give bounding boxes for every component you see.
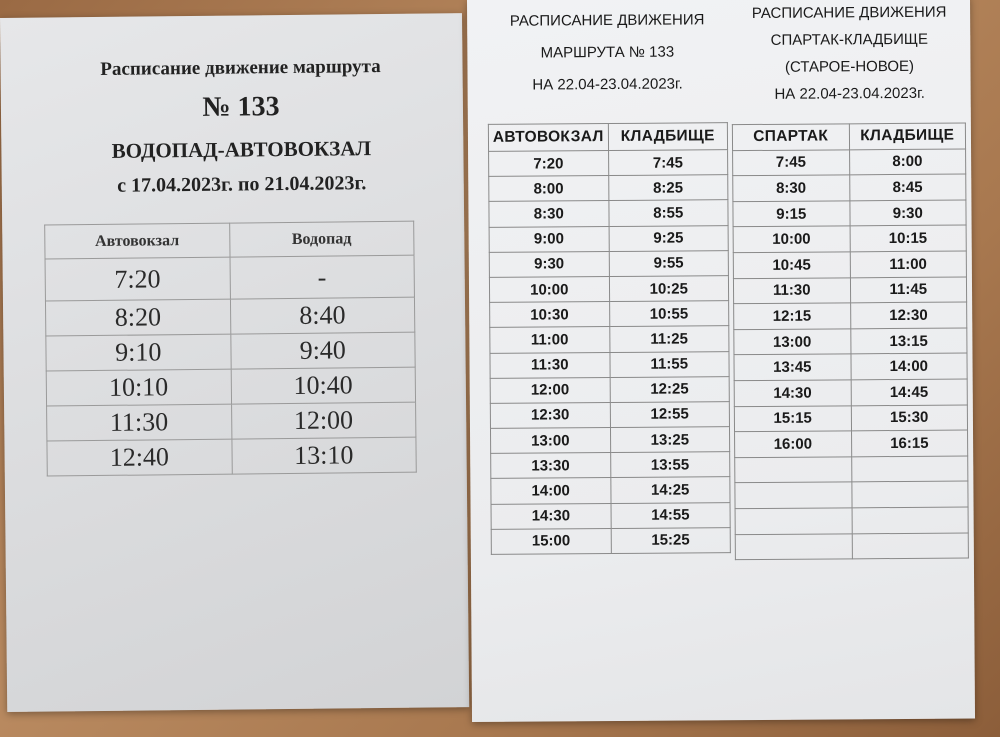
table-cell: 9:15 bbox=[733, 201, 850, 227]
table-row bbox=[734, 302, 967, 329]
table-cell: 14:30 bbox=[491, 503, 611, 529]
table-cell: 11:45 bbox=[850, 277, 967, 303]
left-schedule-table bbox=[44, 221, 417, 477]
table-row bbox=[733, 149, 966, 176]
table-cell: 12:00 bbox=[231, 402, 416, 439]
table-cell: 13:00 bbox=[734, 329, 851, 355]
table-cell: 11:55 bbox=[609, 351, 729, 377]
table-cell bbox=[735, 533, 852, 559]
table-cell: 7:20 bbox=[489, 151, 609, 177]
table-cell: 13:30 bbox=[491, 453, 611, 479]
table-cell: 10:15 bbox=[850, 225, 967, 251]
table-cell: 10:55 bbox=[609, 301, 729, 327]
table-cell: 12:55 bbox=[610, 402, 730, 428]
table-row bbox=[491, 477, 730, 504]
table-cell: 9:30 bbox=[849, 200, 966, 226]
table-cell: 14:30 bbox=[734, 380, 851, 406]
table-cell: 13:25 bbox=[610, 427, 730, 453]
table-cell: 15:15 bbox=[734, 405, 851, 431]
table-header-row bbox=[732, 123, 965, 150]
schedule-b-heading-line3: (СТАРОЕ-НОВОЕ) bbox=[784, 57, 915, 76]
table-cell: - bbox=[230, 255, 415, 299]
table-row bbox=[490, 326, 729, 353]
table-cell: 11:30 bbox=[490, 352, 610, 378]
table-row bbox=[47, 437, 416, 476]
table-cell: 12:25 bbox=[610, 376, 730, 402]
table-cell bbox=[735, 457, 852, 483]
table-cell: 9:40 bbox=[230, 332, 415, 369]
table-row bbox=[735, 507, 968, 534]
table-cell: 14:45 bbox=[851, 379, 968, 405]
right-schedule-sheet bbox=[467, 0, 975, 722]
table-cell: 8:45 bbox=[849, 174, 966, 200]
table-cell: 12:00 bbox=[490, 377, 610, 403]
table-cell: 11:30 bbox=[733, 277, 850, 303]
table-row bbox=[734, 328, 967, 355]
table-cell: 15:25 bbox=[611, 527, 731, 553]
table-row bbox=[490, 351, 729, 378]
table-row bbox=[45, 297, 414, 336]
table-row bbox=[490, 402, 729, 429]
table-row bbox=[46, 332, 415, 371]
table-cell: 12:30 bbox=[850, 302, 967, 328]
schedule-a-heading-line1: РАСПИСАНИЕ ДВИЖЕНИЯ bbox=[509, 11, 705, 30]
table-cell: 13:15 bbox=[850, 328, 967, 354]
table-row bbox=[45, 255, 414, 301]
table-cell: 8:40 bbox=[230, 297, 415, 334]
schedule-b-table bbox=[732, 123, 969, 561]
table-cell: 14:00 bbox=[850, 353, 967, 379]
table-row bbox=[734, 405, 967, 432]
table-cell: 13:45 bbox=[734, 354, 851, 380]
table-cell: 10:00 bbox=[489, 276, 609, 302]
table-cell: 15:00 bbox=[491, 528, 611, 554]
table-cell: 10:40 bbox=[231, 367, 416, 404]
table-row bbox=[46, 367, 415, 406]
left-route-name: ВОДОПАД-АВТОВОКЗАЛ bbox=[111, 136, 372, 163]
column-header: КЛАДБИЩЕ bbox=[849, 123, 966, 149]
table-cell: 10:30 bbox=[490, 302, 610, 328]
table-cell: 11:25 bbox=[609, 326, 729, 352]
table-row bbox=[733, 174, 966, 201]
table-cell bbox=[851, 481, 968, 507]
schedule-b-heading bbox=[729, 0, 970, 108]
table-header-row bbox=[45, 221, 414, 259]
table-row bbox=[491, 527, 730, 554]
schedule-a-heading bbox=[487, 4, 728, 102]
schedule-a-heading-line3: НА 22.04-23.04.2023г. bbox=[532, 75, 683, 94]
table-cell: 9:55 bbox=[609, 250, 729, 276]
table-cell: 9:10 bbox=[46, 334, 231, 371]
left-title-line1: Расписание движение маршрута bbox=[100, 56, 381, 80]
schedule-b-heading-line1: РАСПИСАНИЕ ДВИЖЕНИЯ bbox=[751, 3, 947, 23]
table-cell: 7:20 bbox=[45, 257, 230, 301]
table-row bbox=[490, 376, 729, 403]
table-row bbox=[735, 456, 968, 483]
table-cell: 8:30 bbox=[489, 201, 609, 227]
table-row bbox=[489, 276, 728, 303]
table-row bbox=[491, 502, 730, 529]
table-cell: 14:25 bbox=[610, 477, 730, 503]
table-row bbox=[734, 353, 967, 380]
table-row bbox=[489, 200, 728, 227]
left-schedule-sheet bbox=[0, 13, 469, 712]
table-cell: 13:00 bbox=[490, 428, 610, 454]
table-row bbox=[489, 250, 728, 277]
schedule-a-table bbox=[488, 122, 731, 555]
table-cell: 12:15 bbox=[734, 303, 851, 329]
table-cell bbox=[852, 533, 969, 559]
table-cell: 14:00 bbox=[491, 478, 611, 504]
table-cell bbox=[851, 456, 968, 482]
schedule-b-heading-line2: СПАРТАК-КЛАДБИЩЕ bbox=[770, 30, 928, 49]
table-cell: 7:45 bbox=[733, 149, 850, 175]
table-cell: 8:00 bbox=[489, 176, 609, 202]
schedule-b-heading-line4: НА 22.04-23.04.2023г. bbox=[774, 84, 925, 103]
table-cell: 16:00 bbox=[735, 431, 852, 457]
table-cell: 12:30 bbox=[490, 402, 610, 428]
table-cell: 10:10 bbox=[46, 369, 231, 406]
table-row bbox=[490, 301, 729, 328]
table-cell: 9:00 bbox=[489, 226, 609, 252]
table-cell: 9:25 bbox=[609, 225, 729, 251]
schedule-a-heading-line2: МАРШРУТА № 133 bbox=[540, 43, 675, 62]
table-cell: 8:00 bbox=[849, 149, 966, 175]
table-row bbox=[735, 481, 968, 508]
table-cell: 8:30 bbox=[733, 175, 850, 201]
table-row bbox=[491, 452, 730, 479]
table-cell: 9:30 bbox=[489, 251, 609, 277]
table-cell: 8:20 bbox=[45, 299, 230, 336]
table-cell: 16:15 bbox=[851, 430, 968, 456]
table-cell bbox=[735, 508, 852, 534]
column-header: АВТОВОКЗАЛ bbox=[488, 124, 608, 152]
left-date-range: с 17.04.2023г. по 21.04.2023г. bbox=[117, 172, 367, 197]
table-row bbox=[733, 251, 966, 278]
left-route-number: № 133 bbox=[202, 91, 280, 123]
table-cell: 11:00 bbox=[490, 327, 610, 353]
table-cell: 11:30 bbox=[47, 404, 232, 441]
table-row bbox=[489, 175, 728, 202]
column-header: СПАРТАК bbox=[732, 124, 849, 150]
table-cell: 13:10 bbox=[231, 437, 416, 474]
table-header-row bbox=[488, 123, 727, 152]
table-row bbox=[489, 150, 728, 177]
table-row bbox=[733, 225, 966, 252]
table-row bbox=[733, 200, 966, 227]
table-cell: 10:45 bbox=[733, 252, 850, 278]
table-row bbox=[490, 427, 729, 454]
column-header: КЛАДБИЩЕ bbox=[608, 123, 728, 151]
table-row bbox=[733, 277, 966, 304]
table-cell: 13:55 bbox=[610, 452, 730, 478]
column-header: Автовокзал bbox=[45, 223, 230, 259]
table-cell: 8:25 bbox=[608, 175, 728, 201]
table-cell: 11:00 bbox=[850, 251, 967, 277]
column-header: Водопад bbox=[229, 221, 414, 257]
table-cell bbox=[735, 482, 852, 508]
table-cell: 8:55 bbox=[608, 200, 728, 226]
table-row bbox=[735, 533, 968, 560]
table-cell: 10:25 bbox=[609, 276, 729, 302]
table-cell: 14:55 bbox=[611, 502, 731, 528]
table-cell: 10:00 bbox=[733, 226, 850, 252]
table-cell: 12:40 bbox=[47, 439, 232, 476]
table-cell: 7:45 bbox=[608, 150, 728, 176]
table-cell: 15:30 bbox=[851, 405, 968, 431]
table-row bbox=[735, 430, 968, 457]
table-row bbox=[47, 402, 416, 441]
table-cell bbox=[852, 507, 969, 533]
table-row bbox=[734, 379, 967, 406]
table-row bbox=[489, 225, 728, 252]
